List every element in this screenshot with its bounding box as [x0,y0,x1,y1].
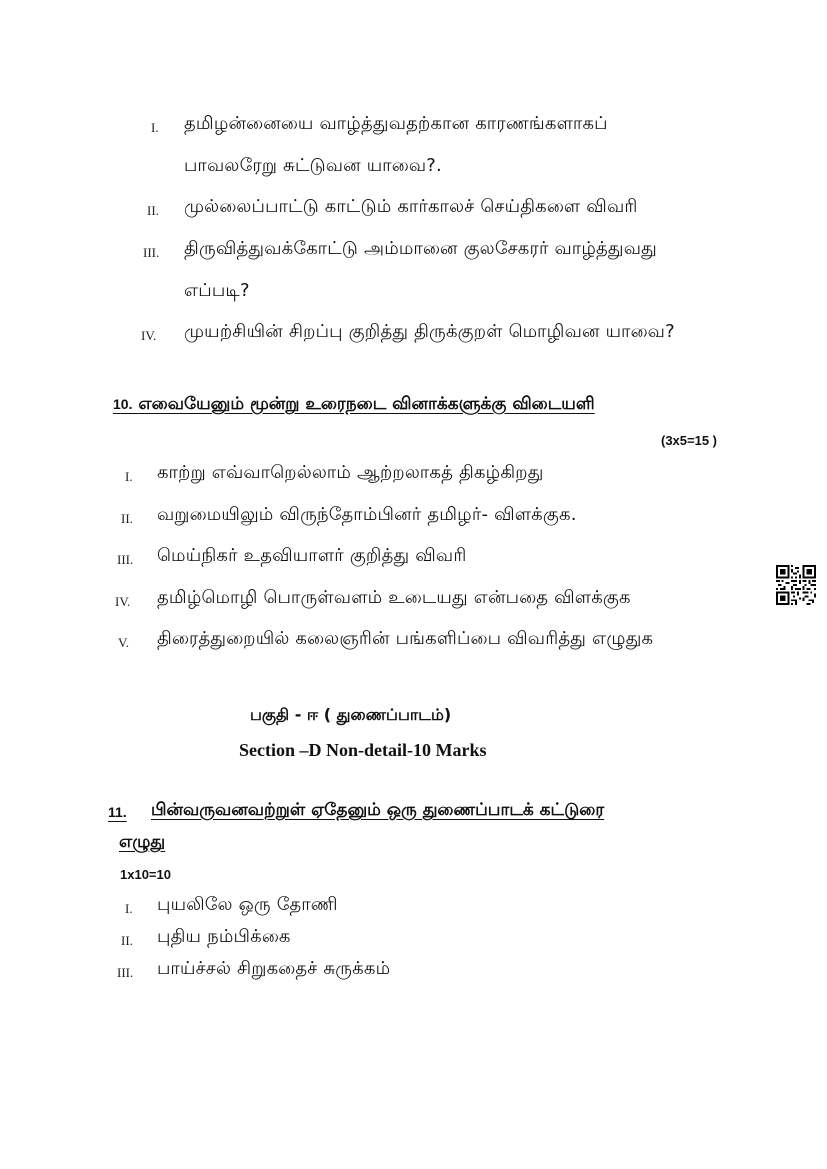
section-d-tamil-title: பகுதி - ஈ ( துணைப்பாடம்) [250,705,452,724]
marks-allocation: (3x5=15 ) [661,433,718,448]
roman-numeral: I. [125,901,133,916]
roman-numeral: I. [125,469,133,484]
marks-allocation: 1x10=10 [120,867,171,882]
question-text: தமிழன்னையை வாழ்த்துவதற்கான காரணங்களாகப் [184,113,608,134]
question-text: புதிய நம்பிக்கை [157,926,291,947]
question-text: புயலிலே ஒரு தோணி [157,894,338,915]
question-text: திரைத்துறையில் கலைஞரின் பங்களிப்பை விவரித்து எழுதுக [157,628,654,649]
question-number: 11. [108,804,127,820]
roman-numeral: II. [147,203,159,218]
question-number: 10. [113,396,133,412]
question-text: திருவித்துவக்கோட்டு அம்மானை குலசேகரர் வாழ்த்துவது [184,238,657,259]
question-text: முயற்சியின் சிறப்பு குறித்து திருக்குறள் மொழிவன யாவை? [184,321,675,342]
question-text: காற்று எவ்வாறெல்லாம் ஆற்றலாகத் திகழ்கிறது [157,462,544,483]
roman-numeral: IV. [141,328,157,343]
roman-numeral: III. [117,965,134,980]
question-text: மெய்நிகர் உதவியாளர் குறித்து விவரி [157,545,467,566]
question-10-heading [113,394,595,416]
question-text: பாவலரேறு சுட்டுவன யாவை?. [184,155,442,176]
question-text: பாய்ச்சல் சிறுகதைச் சுருக்கம் [157,958,391,979]
roman-numeral: V. [118,635,129,650]
roman-numeral: I. [151,120,159,135]
roman-numeral: III. [143,245,160,260]
qr-code-icon [776,565,816,605]
roman-numeral: II. [121,511,133,526]
question-heading-text: எவையேனும் மூன்று உரைநடை வினாக்களுக்கு விடையளி [138,394,595,414]
roman-numeral: III. [117,552,134,567]
question-text: எப்படி? [184,280,250,301]
question-text: முல்லைப்பாட்டு காட்டும் கார்காலச் செய்திகளை விவரி [184,196,638,217]
roman-numeral: IV. [115,594,131,609]
question-text: தமிழ்மொழி பொருள்வளம் உடையது என்பதை விளக்குக [157,587,631,608]
roman-numeral: II. [121,933,133,948]
question-heading-text: எழுது [119,832,166,852]
question-text: வறுமையிலும் விருந்தோம்பினர் தமிழர்- விளக்குக. [157,504,577,525]
question-heading-text: பின்வருவனவற்றுள் ஏதேனும் ஒரு துணைப்பாடக் கட்டுரை [151,800,605,820]
section-d-english-title: Section –D Non-detail-10 Marks [239,740,487,760]
